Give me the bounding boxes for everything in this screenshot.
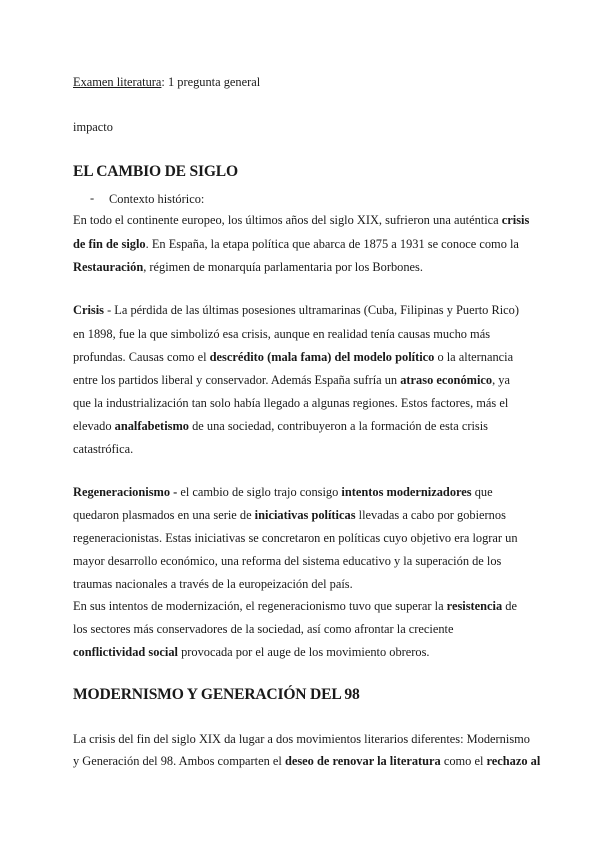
- para2-line7: catastrófica.: [73, 442, 134, 456]
- bold-text: descrédito (mala fama) del modelo político: [209, 350, 435, 364]
- para2-line4: [73, 372, 510, 388]
- bold-text: rechazo al: [486, 754, 541, 768]
- para2-line2: en 1898, fue la que simbolizó esa crisis, aunque en realidad tenía causas mucho más: [73, 327, 491, 341]
- text: , ya: [492, 373, 510, 387]
- para1-line2: [73, 236, 519, 252]
- bold-text: Restauración: [73, 260, 144, 274]
- text: . En España, la etapa política que abarca de 1875 a 1931 se conoce como la: [145, 237, 519, 251]
- para2-line6: [73, 418, 488, 434]
- text: profundas. Causas como el: [73, 350, 210, 364]
- text: el cambio de siglo trajo consigo: [177, 485, 342, 499]
- bold-text: atraso económico: [400, 373, 493, 387]
- text: y Generación del 98. Ambos comparten el: [73, 754, 285, 768]
- text: En todo el continente europeo, los últimos años del siglo XIX, sufrieron una auténtica: [73, 213, 502, 227]
- exam-label: Examen literatura: [73, 75, 162, 89]
- para2-line5: que la industrialización tan solo había llegado a algunas regiones. Estos factores, más el: [73, 396, 509, 410]
- para2-line1: [73, 302, 519, 318]
- bold-text: conflictividad social: [73, 645, 178, 659]
- bold-text: crisis: [501, 213, 530, 227]
- bold-text: Crisis: [73, 303, 104, 317]
- bold-text: de fin de siglo: [73, 237, 146, 251]
- bold-text: deseo de renovar la literatura: [284, 754, 441, 768]
- text: , régimen de monarquía parlamentaria por los Borbones.: [143, 260, 423, 274]
- bold-text: iniciativas políticas: [254, 508, 356, 522]
- section2-line1: La crisis del fin del siglo XIX da lugar a dos movimientos literarios diferentes: Modernismo: [73, 732, 530, 746]
- text: entre los partidos liberal y conservador. Además España sufría un: [73, 373, 401, 387]
- text: En sus intentos de modernización, el regeneracionismo tuvo que superar la: [73, 599, 447, 613]
- text: de: [502, 599, 517, 613]
- para3-line7: los sectores más conservadores de la sociedad, así como afrontar la creciente: [73, 622, 454, 636]
- para3-line4: mayor desarrollo económico, una reforma del sistema educativo y la superación de los: [73, 554, 502, 568]
- para3-line5: traumas nacionales a través de la europeización del país.: [73, 577, 353, 591]
- para3-line1: [73, 484, 493, 500]
- bold-text: analfabetismo: [114, 419, 189, 433]
- para3-line8: [73, 644, 430, 660]
- bold-text: Regeneracionismo -: [73, 485, 178, 499]
- para3-line6: [73, 598, 517, 614]
- bold-text: resistencia: [446, 599, 503, 613]
- exam-line: [73, 74, 260, 90]
- para2-line3: [73, 349, 513, 365]
- text: de una sociedad, contribuyeron a la formación de esta crisis: [188, 419, 488, 433]
- text: que: [471, 485, 493, 499]
- text: llevadas a cabo por gobiernos: [355, 508, 506, 522]
- text: - La pérdida de las últimas posesiones ultramarinas (Cuba, Filipinas y Puerto Rico): [103, 303, 519, 317]
- section2-line2: [73, 753, 540, 769]
- para3-line3: regeneracionistas. Estas iniciativas se concretaron en políticas cuyo objetivo era lograr un: [73, 531, 518, 545]
- text: provocada por el auge de los movimiento obreros.: [177, 645, 430, 659]
- bullet-contexto: Contexto histórico:: [109, 192, 205, 206]
- para3-line2: [73, 507, 506, 523]
- bold-text: intentos modernizadores: [341, 485, 472, 499]
- text: quedaron plasmados en una serie de: [73, 508, 255, 522]
- exam-rest: : 1 pregunta general: [161, 75, 261, 89]
- para1-line1: [73, 212, 529, 228]
- para1-line3: [73, 259, 423, 275]
- text: como el: [440, 754, 487, 768]
- text: o la alternancia: [434, 350, 514, 364]
- section-title-modernismo: MODERNISMO Y GENERACIÓN DEL 98: [73, 686, 360, 703]
- impact-line: impacto: [73, 120, 113, 134]
- text: elevado: [73, 419, 115, 433]
- bullet-dash: -: [90, 191, 95, 205]
- section-title-cambio-de-siglo: EL CAMBIO DE SIGLO: [73, 163, 238, 180]
